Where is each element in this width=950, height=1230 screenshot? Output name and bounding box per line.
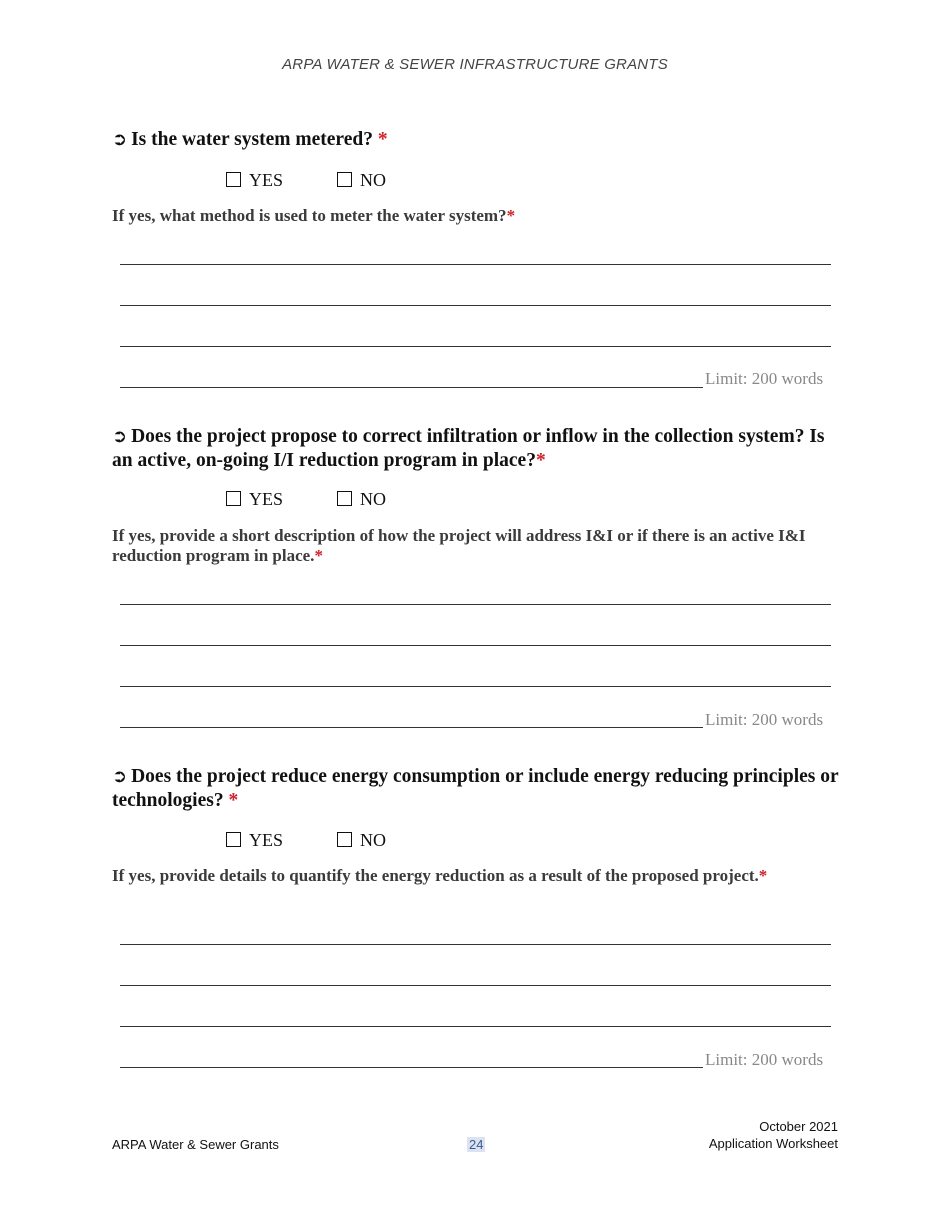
yes-checkbox[interactable] bbox=[226, 489, 283, 510]
no-checkbox[interactable] bbox=[337, 170, 386, 191]
yes-label: YES bbox=[249, 489, 284, 509]
footer-right bbox=[600, 1118, 838, 1152]
arrow-right-icon: ➲ bbox=[112, 426, 128, 447]
question-1-text: Is the water system metered? bbox=[131, 129, 373, 150]
word-limit: Limit: 200 words bbox=[705, 1050, 824, 1069]
footer-date: October 2021 bbox=[759, 1119, 838, 1134]
answer-line[interactable] bbox=[120, 604, 831, 605]
question-2 bbox=[112, 425, 842, 473]
word-limit: Limit: 200 words bbox=[705, 369, 824, 388]
page-number: 24 bbox=[469, 1137, 484, 1152]
word-limit: Limit: 200 words bbox=[705, 710, 824, 729]
required-mark: * bbox=[314, 546, 323, 565]
answer-line[interactable] bbox=[120, 727, 703, 728]
arrow-right-icon: ➲ bbox=[112, 129, 128, 150]
required-mark: * bbox=[506, 206, 516, 225]
checkbox-icon[interactable] bbox=[226, 832, 241, 847]
answer-line[interactable] bbox=[120, 686, 831, 687]
footer-doc-name: Application Worksheet bbox=[708, 1136, 838, 1151]
question-3-text: Does the project reduce energy consumption or include energy reducing principles or technologies? bbox=[112, 766, 839, 811]
checkbox-icon[interactable] bbox=[337, 832, 352, 847]
question-1 bbox=[112, 128, 842, 152]
yes-checkbox[interactable] bbox=[226, 830, 283, 851]
answer-line[interactable] bbox=[120, 985, 831, 986]
required-mark: * bbox=[535, 450, 546, 471]
arrow-right-icon: ➲ bbox=[112, 766, 128, 787]
question-3 bbox=[112, 765, 842, 813]
question-3-followup: If yes, provide details to quantify the energy reduction as a result of the proposed project.* bbox=[112, 866, 768, 885]
page-header: ARPA WATER & SEWER INFRASTRUCTURE GRANTS bbox=[282, 56, 668, 73]
answer-line[interactable] bbox=[120, 305, 831, 306]
no-label: NO bbox=[360, 170, 386, 190]
answer-line[interactable] bbox=[120, 264, 831, 265]
question-2-text: Does the project propose to correct infiltration or inflow in the collection system? Is an active, on-going I/I reduction program in place? bbox=[112, 426, 825, 471]
yes-label: YES bbox=[249, 170, 284, 190]
no-label: NO bbox=[360, 489, 386, 509]
checkbox-icon[interactable] bbox=[337, 172, 352, 187]
no-label: NO bbox=[360, 830, 386, 850]
no-checkbox[interactable] bbox=[337, 489, 386, 510]
answer-line[interactable] bbox=[120, 645, 831, 646]
required-mark: * bbox=[758, 866, 768, 885]
answer-line[interactable] bbox=[120, 346, 831, 347]
answer-line[interactable] bbox=[120, 1026, 831, 1027]
yes-label: YES bbox=[249, 830, 284, 850]
checkbox-icon[interactable] bbox=[226, 491, 241, 506]
question-1-followup: If yes, what method is used to meter the water system?* bbox=[112, 206, 516, 225]
yes-checkbox[interactable] bbox=[226, 170, 283, 191]
question-2-followup: If yes, provide a short description of how the project will address I&I or if there is an active I&I reduction program in place.* bbox=[112, 526, 806, 565]
no-checkbox[interactable] bbox=[337, 830, 386, 851]
answer-line[interactable] bbox=[120, 944, 831, 945]
checkbox-icon[interactable] bbox=[337, 491, 352, 506]
checkbox-icon[interactable] bbox=[226, 172, 241, 187]
required-mark: * bbox=[377, 129, 388, 150]
footer-left: ARPA Water & Sewer Grants bbox=[112, 1137, 279, 1152]
required-mark: * bbox=[228, 790, 239, 811]
answer-line[interactable] bbox=[120, 387, 703, 388]
answer-line[interactable] bbox=[120, 1067, 703, 1068]
